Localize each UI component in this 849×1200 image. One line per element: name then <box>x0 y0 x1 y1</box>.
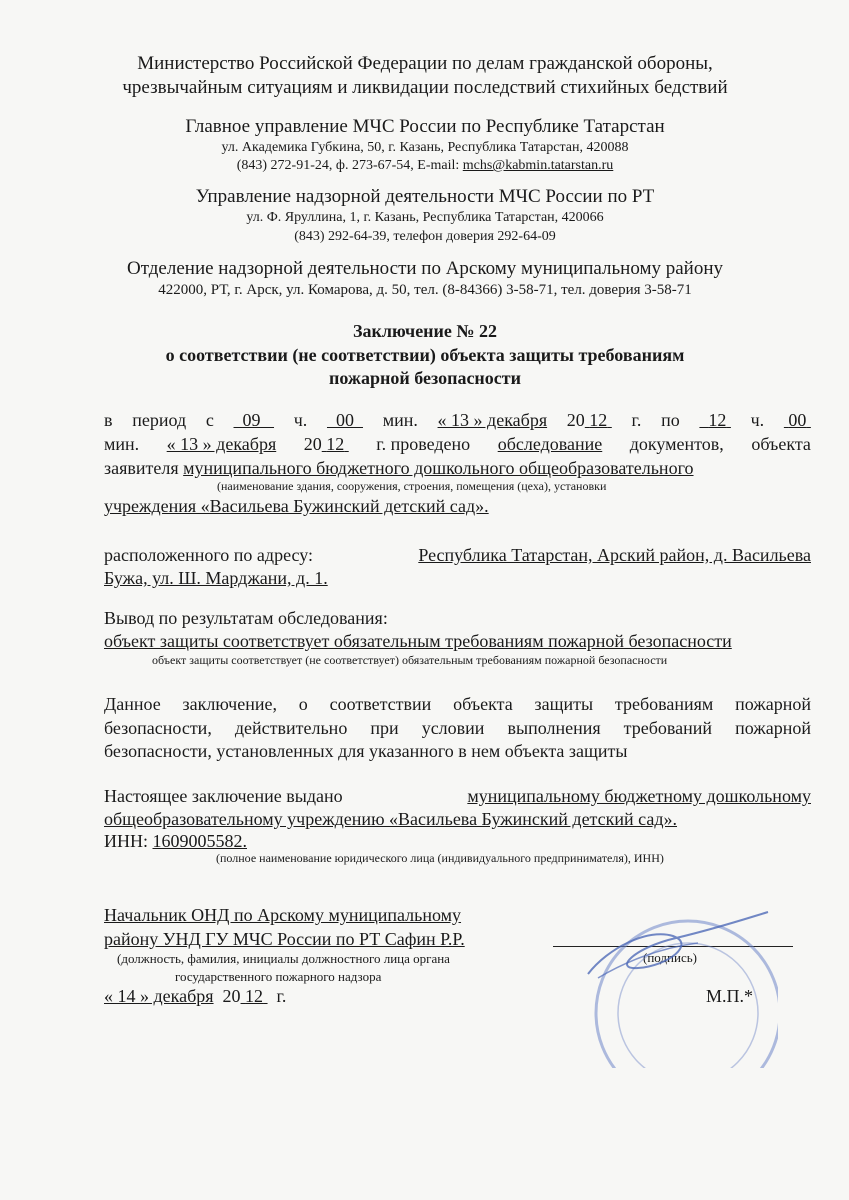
period-line-1 <box>104 410 811 431</box>
word: период <box>132 410 187 430</box>
main-dept-phones: (843) 272-91-24, ф. 273-67-54, E-mail: <box>236 158 463 173</box>
doc-subtitle-line-1: о соответствии (не соответствии) объекта защиты требованиям <box>165 345 685 365</box>
main-dept-email-link[interactable]: mchs@kabmin.tatarstan.ru <box>462 158 614 173</box>
official-position-line-2: району УНД ГУ МЧС России по РТ Сафин Р.Р. <box>104 929 465 949</box>
position-caption-1: (должность, фамилия, инициалы должностного лица органа <box>117 951 450 966</box>
end-minute: 00 <box>788 410 807 430</box>
ministry-line-1: Министерство Российской Федерации по делам гражданской обороны, <box>137 53 713 74</box>
district-dept-name: Отделение надзорной деятельности по Арскому муниципальному району <box>126 258 723 279</box>
word: ч. <box>293 410 308 430</box>
validity-line-2: безопасности, действительно при условии выполнения требований пожарной <box>104 718 811 738</box>
end-year: 20 12 <box>303 434 345 454</box>
main-dept-name: Главное управление МЧС России по Республике Татарстан <box>185 116 665 137</box>
period-line-2 <box>104 434 811 455</box>
address-label: расположенного по адресу: <box>104 545 314 565</box>
main-dept-address: ул. Академика Губкина, 50, г. Казань, Республика Татарстан, 420088 <box>221 140 629 155</box>
supervision-dept-address: ул. Ф. Яруллина, 1, г. Казань, Республика Татарстан, 420066 <box>246 210 604 225</box>
recipient-line-1: муниципальному бюджетному дошкольному <box>467 786 811 806</box>
word: объекта <box>751 434 811 454</box>
end-date: « 13 » декабря <box>166 434 277 454</box>
doc-subtitle-line-2: пожарной безопасности <box>328 368 522 388</box>
word: мин. <box>104 434 140 454</box>
ministry-line-2: чрезвычайным ситуациям и ликвидации последствий стихийных бедствий <box>122 77 728 98</box>
official-position-line-1: Начальник ОНД по Арскому муниципальному <box>104 905 462 925</box>
start-date: « 13 » декабря <box>437 410 548 430</box>
recipient-line-2: общеобразовательному учреждению «Васильева Бужинский детский сад». <box>104 809 678 829</box>
inn-value: 1609005582. <box>152 831 247 851</box>
issued-caption: (полное наименование юридического лица (индивидуального предпринимателя), ИНН) <box>216 851 664 865</box>
word: г. проведено <box>376 434 471 454</box>
inspection-type: обследование <box>497 434 603 454</box>
start-hour: 09 <box>242 410 261 430</box>
word: г. <box>631 410 642 430</box>
word: по <box>661 410 680 430</box>
supervision-dept-phones: (843) 292-64-39, телефон доверия 292-64-09 <box>294 229 556 244</box>
applicant-name-part-2: учреждения «Васильева Бужинский детский сад». <box>104 496 489 516</box>
address-value-1: Республика Татарстан, Арский район, д. Васильева <box>418 545 811 565</box>
conclusion-label: Вывод по результатам обследования: <box>104 608 388 628</box>
start-minute: 00 <box>335 410 354 430</box>
doc-title: Заключение № 22 <box>353 321 497 341</box>
main-dept-contacts <box>60 156 790 175</box>
conclusion-value: объект защиты соответствует обязательным требованиям пожарной безопасности <box>104 631 732 651</box>
sign-day-month: « 14 » декабря <box>104 986 214 1006</box>
caption-object-type: (наименование здания, сооружения, строения, помещения (цеха), установки <box>217 479 607 493</box>
validity-line-1: Данное заключение, о соответствии объекта защиты требованиям пожарной <box>104 694 811 714</box>
word: мин. <box>382 410 418 430</box>
end-hour: 12 <box>708 410 727 430</box>
position-caption-2: государственного пожарного надзора <box>175 969 382 984</box>
conclusion-caption: объект защиты соответствует (не соответствует) обязательным требованиям пожарной безопасности <box>152 653 668 667</box>
address-value-2: Бужа, ул. Ш. Марджани, д. 1. <box>104 568 328 588</box>
applicant-line: заявителя муниципального бюджетного дошкольного общеобразовательного <box>104 458 694 478</box>
start-year: 20 12 <box>566 410 608 430</box>
word: ч. <box>750 410 765 430</box>
signature-caption: (подпись) <box>643 950 697 965</box>
applicant-name-part-1: муниципального бюджетного дошкольного общеобразовательного <box>183 458 694 478</box>
validity-line-3: безопасности, установленных для указанного в нем объекта защиты <box>104 741 628 761</box>
issued-label: Настоящее заключение выдано <box>104 786 343 806</box>
address-line-1 <box>104 545 811 566</box>
word: с <box>205 410 214 430</box>
seal-place-mark: М.П.* <box>706 986 754 1006</box>
issued-line-1 <box>104 786 811 807</box>
word: документов, <box>629 434 724 454</box>
sign-date: « 14 » декабря 20 12 г. <box>104 986 287 1006</box>
inn-line: ИНН: 1609005582. <box>104 831 247 851</box>
sign-year: 12 <box>245 986 264 1006</box>
word: в <box>104 410 113 430</box>
supervision-dept-name: Управление надзорной деятельности МЧС России по РТ <box>195 186 655 207</box>
district-dept-address: 422000, РТ, г. Арск, ул. Комарова, д. 50, тел. (8-84366) 3-58-71, тел. доверия 3-58-71 <box>158 282 692 298</box>
